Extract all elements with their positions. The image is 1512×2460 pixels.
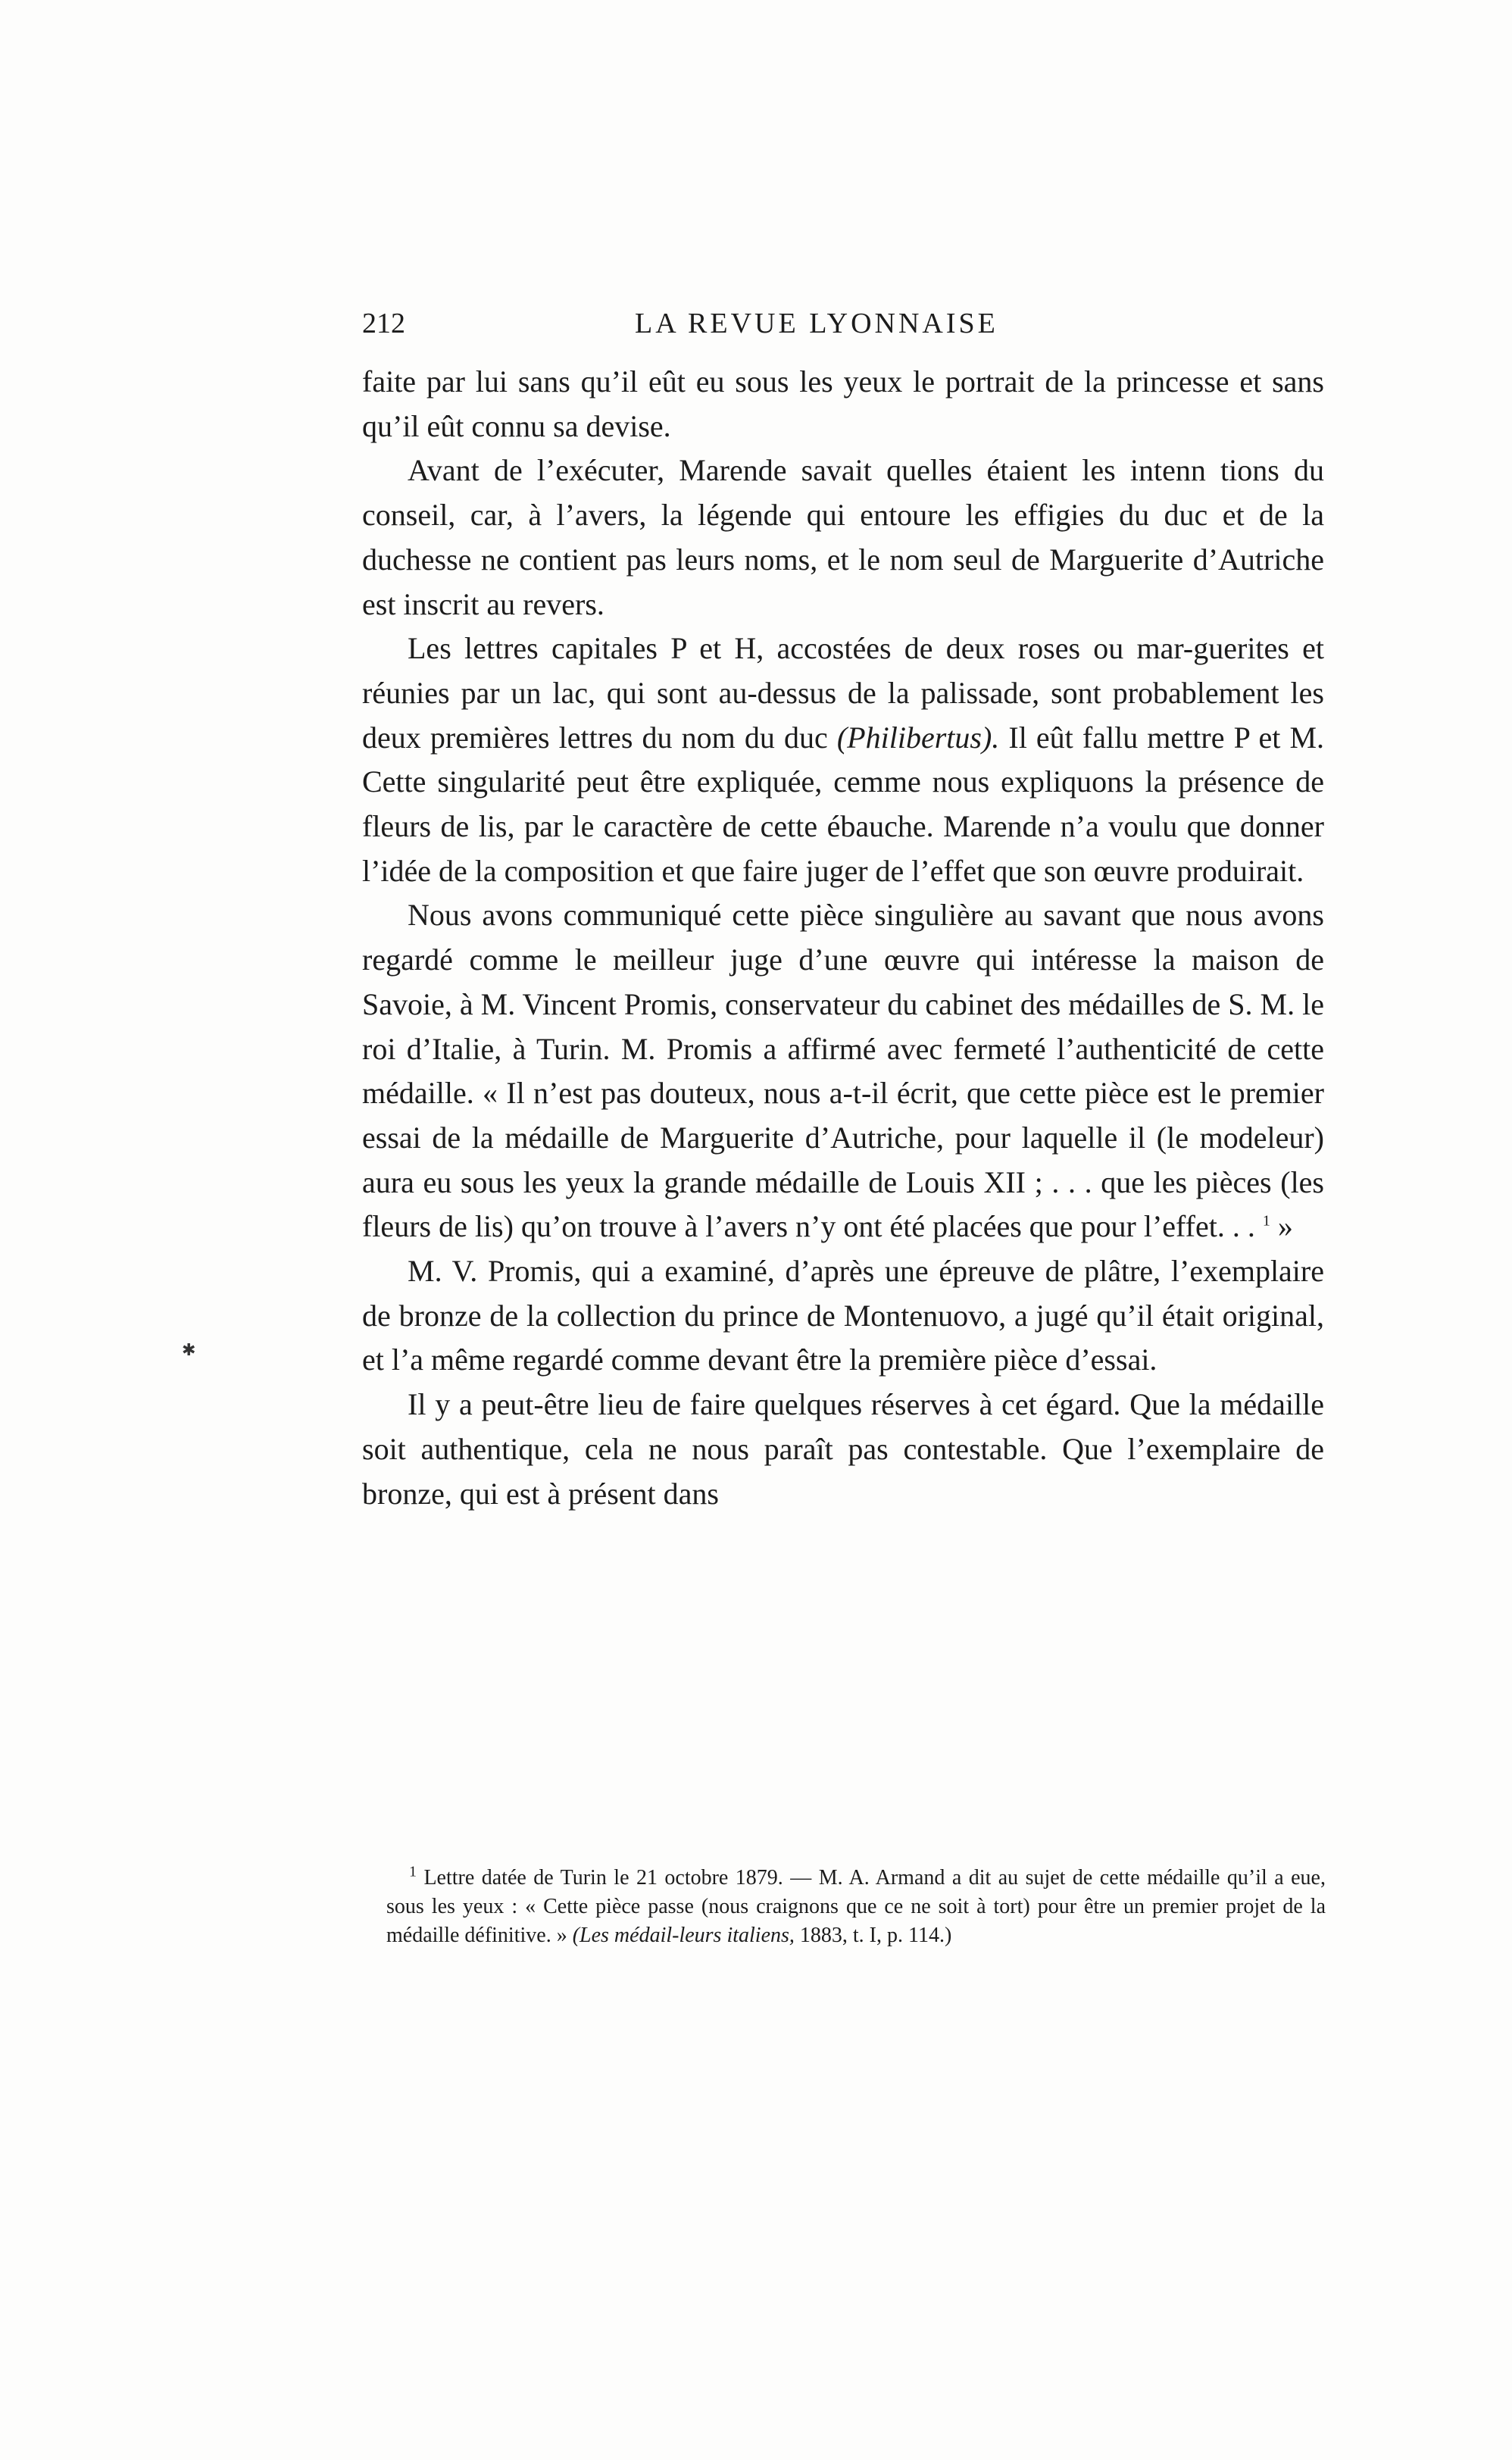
footnote [386,1864,1326,1950]
paragraph: Il y a peut-être lieu de faire quelques réserves à cet égard. Que la médaille soit authentique, cela ne nous paraît pas contestable. Que l’exemplaire de bronze, qui est à présent dans [362,1387,1324,1511]
footnote-text: Lettre datée de Turin le 21 octobre 1879. — M. A. Armand a dit au sujet de cette médaille qu’il a eue, sous les yeux : « Cette pièce passe (nous craignons que ce ne soit à tort) pour être un premier projet de la médaille définitive. » [386,1866,1326,1947]
footnote-citation-rest: 1883, t. I, p. 114.) [794,1924,952,1947]
footnote-citation-title: (Les médail-leurs italiens, [572,1924,795,1947]
paragraph: Avant de l’exécuter, Marende savait quelles étaient les intenn tions du conseil, car, à l’avers, la légende qui entoure les effigies du duc et de la duchesse ne contient pas leurs noms, et le nom seul de Marguerite d’Autriche est inscrit au revers. [362,453,1324,621]
closing-quote: » [1270,1209,1293,1244]
footnote-number: 1 [409,1863,417,1880]
paragraph [362,627,1324,893]
italic-name: (Philibertus). [836,720,1000,755]
paragraph [362,893,1324,1249]
paragraph-text: Nous avons communiqué cette pièce singulière au savant que nous avons regardé comme le meilleur juge d’une œuvre qui intéresse la maison de Savoie, à M. Vincent Promis, conservateur du cabinet des médailles de S. M. le roi d’Italie, à Turin. M. Promis a affirmé avec fermeté l’authenticité de cette médaille. « Il n’est pas douteux, nous a-t-il écrit, que cette pièce est le premier essai de la médaille de Marguerite d’Autriche, pour laquelle il (le modeleur) aura eu sous les yeux la grande médaille de Louis XII ; . . . que les pièces (les fleurs de lis) qu’on trouve à l’avers n’y ont été placées que pour l’effet. . . [362,898,1324,1244]
running-head [362,307,1324,345]
footnote-marker: 1 [1262,1213,1270,1230]
paragraph: faite par lui sans qu’il eût eu sous les yeux le portrait de la princesse et sans qu’il eût connu sa devise. [362,364,1324,443]
paragraph-text: Les lettres capitales P et H, accostées de deux roses ou mar-guerites et réunies par un lac, qui sont au-dessus de la palissade, sont probablement les deux premières lettres du nom du duc [362,631,1324,755]
paragraph: M. V. Promis, qui a examiné, d’après une épreuve de plâtre, l’exemplaire de bronze de la collection du prince de Montenuovo, a jugé qu’il était original, et l’a même regardé comme devant être la première pièce d’essai. [362,1254,1324,1377]
footnotes [386,1864,1326,1950]
journal-title: LA REVUE LYONNAISE [635,308,998,339]
ink-speck-mark: ✱ [182,1340,196,1359]
body-text [362,360,1324,1516]
page-number: 212 [362,308,405,339]
paragraph-text: Il eût fallu mettre P et M. Cette singularité peut être expliquée, cemme nous expliquons la présence de fleurs de lis, par le caractère de cette ébauche. Marende n’a voulu que donner l’idée de la composition et que faire juger de l’effet que son œuvre produirait. [362,720,1325,888]
